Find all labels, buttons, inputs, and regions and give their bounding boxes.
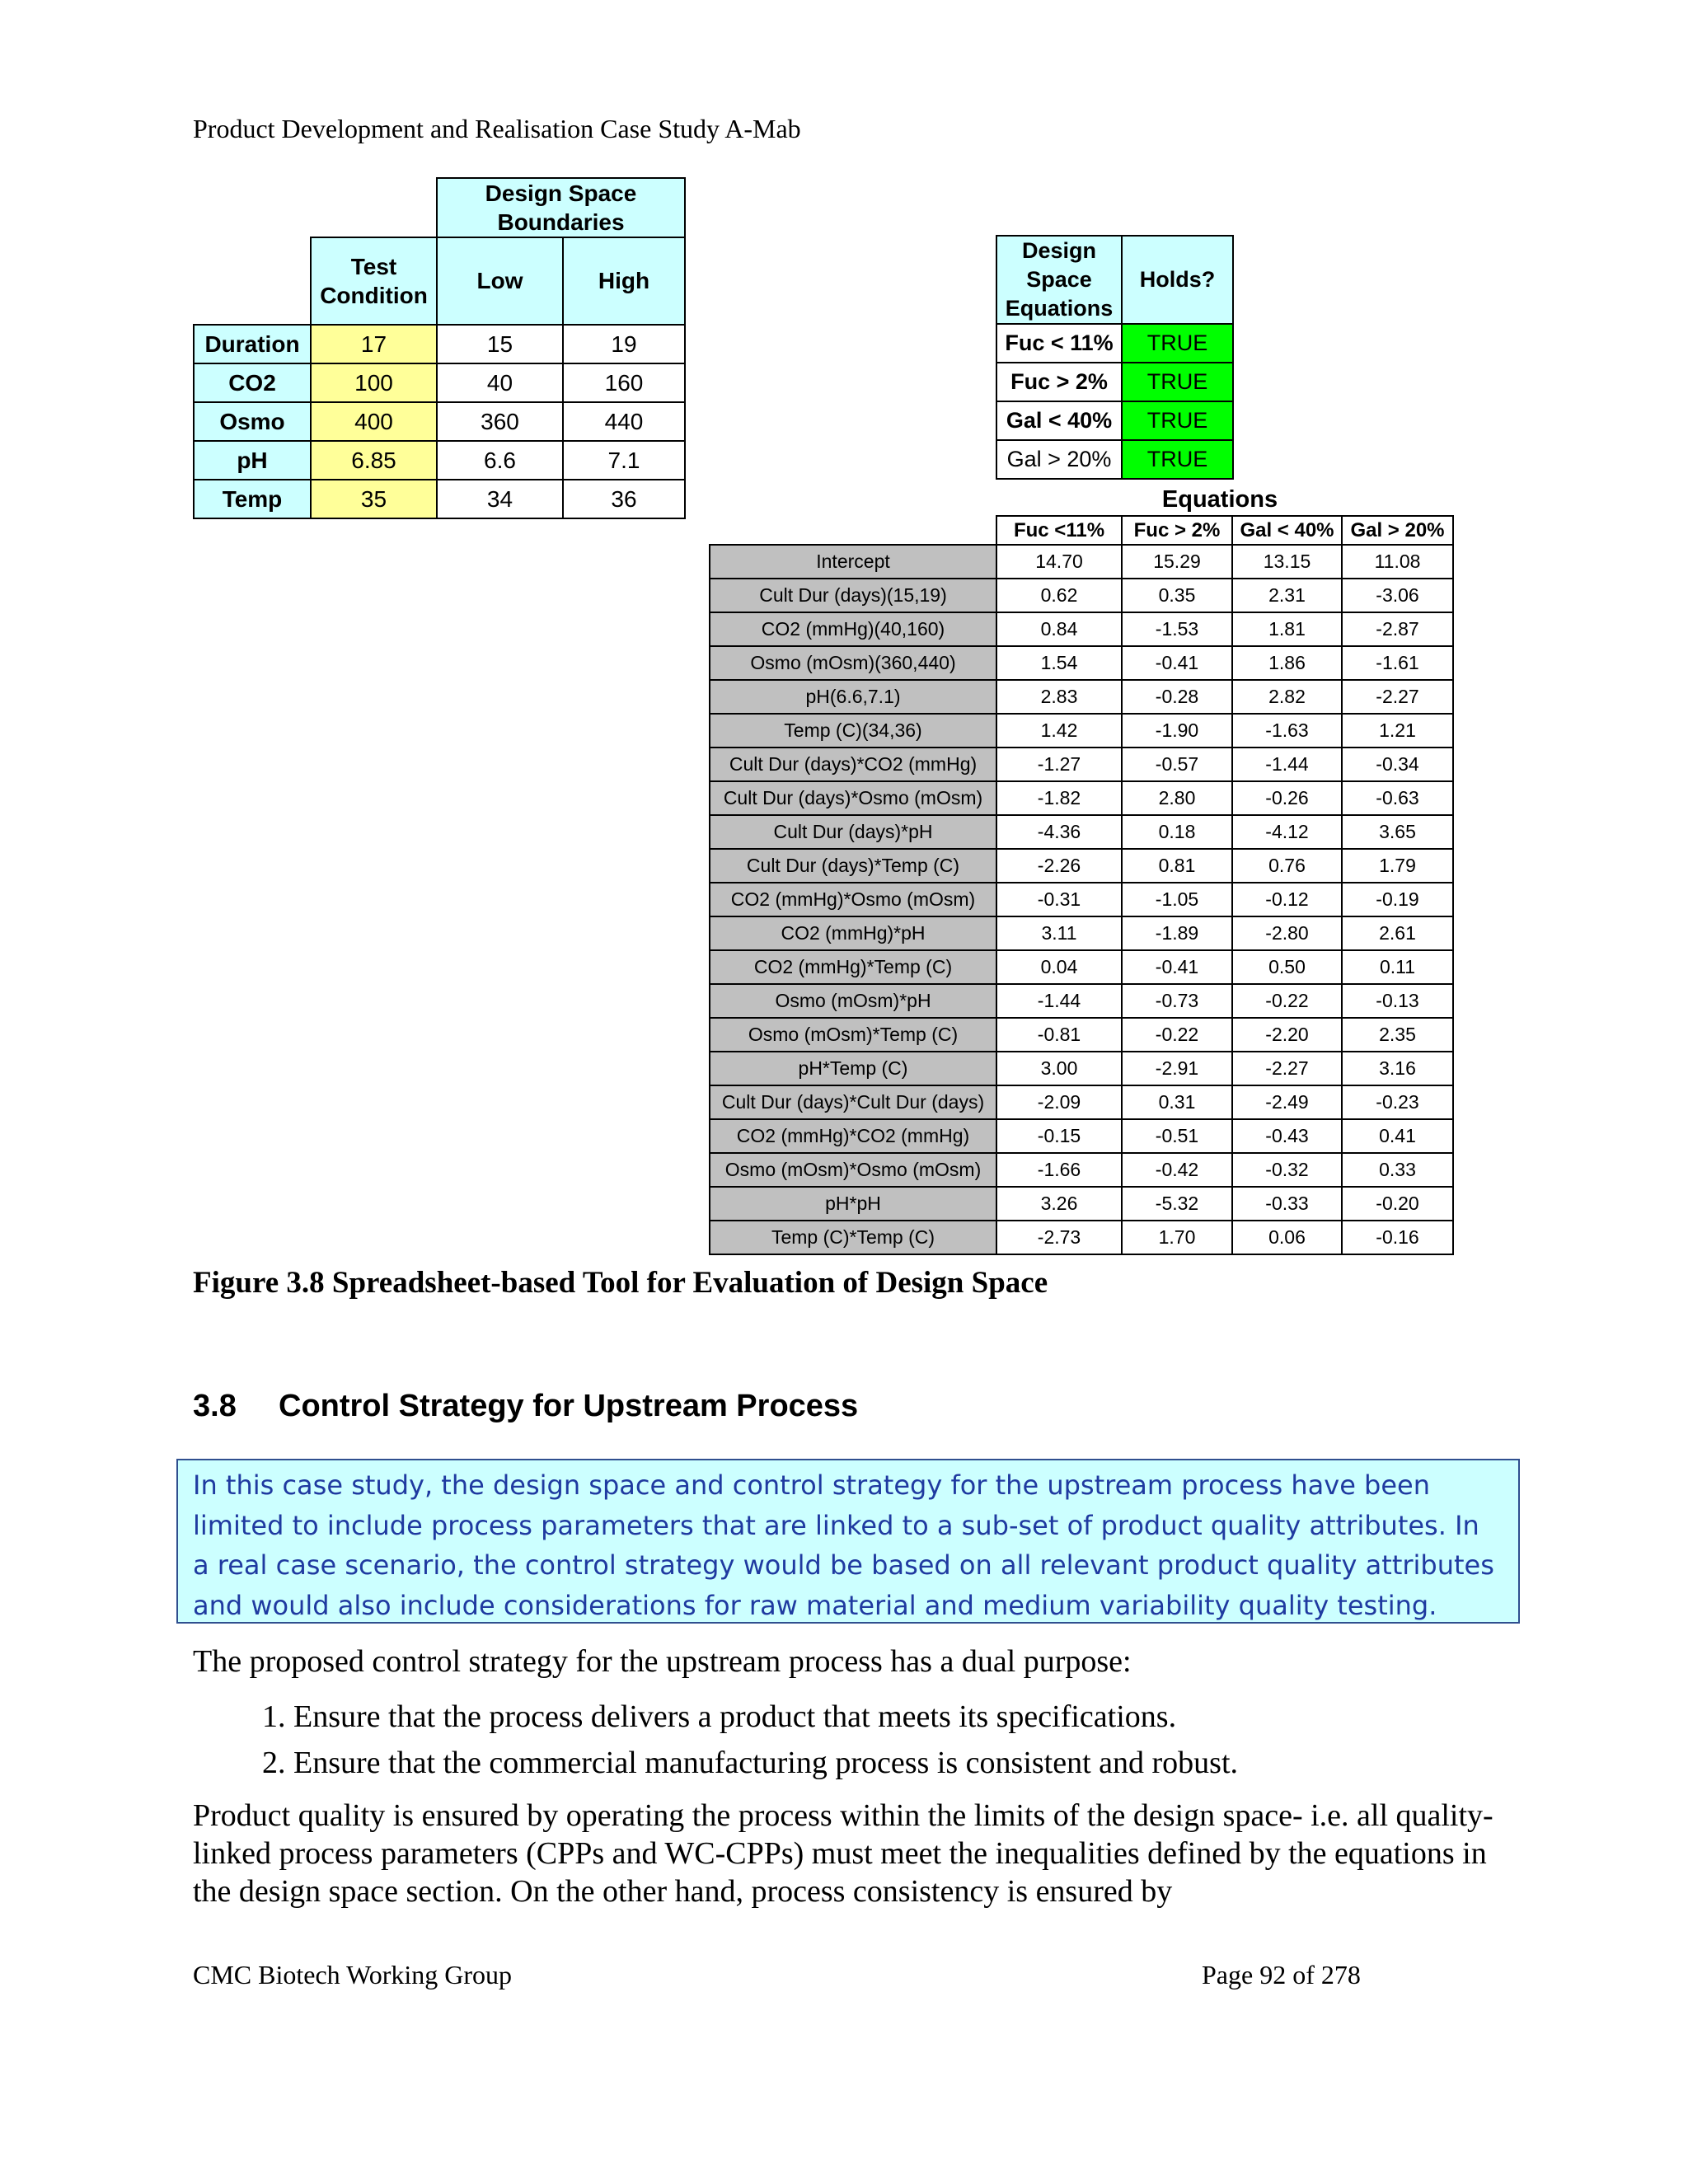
table-row [710, 1052, 1453, 1085]
coefficient-value: -2.26 [996, 849, 1122, 883]
coefficient-value: 0.76 [1232, 849, 1342, 883]
test-condition-value: 400 [311, 402, 437, 441]
coefficient-value: 13.15 [1232, 545, 1342, 579]
section-title: Control Strategy for Upstream Process [279, 1389, 859, 1423]
test-condition-value: 100 [311, 363, 437, 402]
test-condition-header: Test Condition [311, 237, 437, 325]
parameter-name: Duration [194, 325, 311, 363]
table-row [194, 363, 685, 402]
coefficient-value: -2.27 [1342, 680, 1453, 714]
coefficient-value: 0.18 [1122, 815, 1232, 849]
table-row [710, 545, 1453, 579]
design-space-holds-table [996, 235, 1234, 480]
coefficient-value: -0.57 [1122, 748, 1232, 781]
coefficient-value: 1.54 [996, 646, 1122, 680]
coefficient-value: -0.22 [1122, 1018, 1232, 1052]
table-row [194, 325, 685, 363]
coefficient-value: -0.43 [1232, 1119, 1342, 1153]
coefficient-value: 0.31 [1122, 1085, 1232, 1119]
table-row [710, 781, 1453, 815]
low-value: 15 [437, 325, 563, 363]
note-line: limited to include process parameters that are linked to a sub-set of product quality attributes. In [193, 1509, 1479, 1541]
coef-column-header: Gal > 20% [1342, 516, 1453, 545]
coefficient-value: -3.06 [1342, 579, 1453, 612]
coefficient-value: 0.62 [996, 579, 1122, 612]
note-line: In this case study, the design space and control strategy for the upstream process have been [193, 1469, 1431, 1501]
coefficient-value: -1.63 [1232, 714, 1342, 748]
term-name: Cult Dur (days)*pH [710, 815, 996, 849]
note-line: and would also include considerations for raw material and medium variability quality testing. [193, 1589, 1437, 1621]
coefficient-value: -2.87 [1342, 612, 1453, 646]
table-row [710, 1119, 1453, 1153]
equation-name: Fuc > 2% [996, 363, 1122, 401]
coefficient-value: -0.42 [1122, 1153, 1232, 1187]
table-row [710, 612, 1453, 646]
term-name: Cult Dur (days)*CO2 (mmHg) [710, 748, 996, 781]
high-value: 7.1 [563, 441, 685, 480]
term-name: Osmo (mOsm)*pH [710, 984, 996, 1018]
purpose-list [262, 1694, 1238, 1786]
term-name: Temp (C)*Temp (C) [710, 1221, 996, 1254]
intro-paragraph: The proposed control strategy for the upstream process has a dual purpose: [193, 1644, 1132, 1679]
high-value: 36 [563, 480, 685, 518]
coefficient-value: -0.63 [1342, 781, 1453, 815]
coefficient-value: 3.00 [996, 1052, 1122, 1085]
holds-status: TRUE [1122, 401, 1233, 440]
test-condition-value: 35 [311, 480, 437, 518]
coefficient-value: 2.31 [1232, 579, 1342, 612]
high-value: 440 [563, 402, 685, 441]
parameter-name: Osmo [194, 402, 311, 441]
coefficient-value: -2.73 [996, 1221, 1122, 1254]
term-name: Cult Dur (days)*Cult Dur (days) [710, 1085, 996, 1119]
coefficient-value: -0.32 [1232, 1153, 1342, 1187]
coefficient-value: -1.27 [996, 748, 1122, 781]
coefficient-value: -2.80 [1232, 916, 1342, 950]
test-condition-table [193, 177, 686, 519]
table-row [996, 363, 1233, 401]
low-header: Low [437, 237, 563, 325]
table-row [194, 441, 685, 480]
coefficient-value: 1.79 [1342, 849, 1453, 883]
table-row [996, 401, 1233, 440]
table-row [710, 916, 1453, 950]
table-row [710, 680, 1453, 714]
coefficient-value: -0.51 [1122, 1119, 1232, 1153]
test-condition-value: 17 [311, 325, 437, 363]
table-row [194, 402, 685, 441]
coefficient-value: -0.31 [996, 883, 1122, 916]
term-name: pH(6.6,7.1) [710, 680, 996, 714]
coefficient-value: 2.80 [1122, 781, 1232, 815]
coefficient-value: 3.65 [1342, 815, 1453, 849]
design-space-boundaries-header: Design Space Boundaries [437, 178, 685, 237]
term-name: CO2 (mmHg)*Osmo (mOsm) [710, 883, 996, 916]
term-name: Cult Dur (days)*Temp (C) [710, 849, 996, 883]
table-row [996, 440, 1233, 479]
table-row [710, 1153, 1453, 1187]
table-row [710, 984, 1453, 1018]
coefficient-value: 1.81 [1232, 612, 1342, 646]
low-value: 34 [437, 480, 563, 518]
coefficient-value: 2.82 [1232, 680, 1342, 714]
table-row [710, 1085, 1453, 1119]
low-value: 360 [437, 402, 563, 441]
holds-header: Holds? [1122, 236, 1233, 324]
term-name: Temp (C)(34,36) [710, 714, 996, 748]
coefficient-value: -4.36 [996, 815, 1122, 849]
running-header: Product Development and Realisation Case Study A-Mab [193, 114, 801, 143]
holds-status: TRUE [1122, 324, 1233, 363]
parameter-name: CO2 [194, 363, 311, 402]
coefficient-value: -1.44 [996, 984, 1122, 1018]
body-paragraph: Product quality is ensured by operating the process within the limits of the design space- i.e. all quality-linked process parameters (CPPs and WC-CPPs) must meet the inequalities defined by the equations in the design space section. On the other hand, process consistency is ensured by [193, 1798, 1493, 1909]
table-row [710, 646, 1453, 680]
high-value: 19 [563, 325, 685, 363]
coefficient-value: 0.81 [1122, 849, 1232, 883]
list-item: 1. Ensure that the process delivers a product that meets its specifications. [262, 1699, 1177, 1734]
table-row [710, 1018, 1453, 1052]
table-row [710, 579, 1453, 612]
table-row [710, 849, 1453, 883]
coefficient-value: -1.44 [1232, 748, 1342, 781]
coefficient-value: -0.28 [1122, 680, 1232, 714]
term-name: pH*pH [710, 1187, 996, 1221]
coefficient-value: -1.53 [1122, 612, 1232, 646]
low-value: 6.6 [437, 441, 563, 480]
coefficient-value: -2.49 [1232, 1085, 1342, 1119]
coefficient-value: 0.04 [996, 950, 1122, 984]
term-name: Cult Dur (days)(15,19) [710, 579, 996, 612]
coefficient-value: 15.29 [1122, 545, 1232, 579]
coefficient-value: 0.41 [1342, 1119, 1453, 1153]
table-row [710, 1187, 1453, 1221]
section-heading [193, 1389, 858, 1424]
coefficient-value: -0.33 [1232, 1187, 1342, 1221]
parameter-name: Temp [194, 480, 311, 518]
coefficient-value: 0.84 [996, 612, 1122, 646]
term-name: pH*Temp (C) [710, 1052, 996, 1085]
equations-title: Equations [1161, 486, 1278, 513]
equation-coefficients-table [709, 515, 1454, 1255]
coefficient-value: -0.19 [1342, 883, 1453, 916]
coefficient-value: 3.11 [996, 916, 1122, 950]
coefficient-value: -0.23 [1342, 1085, 1453, 1119]
table-row [710, 950, 1453, 984]
term-name: Intercept [710, 545, 996, 579]
coefficient-value: -0.16 [1342, 1221, 1453, 1254]
coef-column-header: Fuc <11% [996, 516, 1122, 545]
coefficient-value: 1.42 [996, 714, 1122, 748]
equation-name: Gal < 40% [996, 401, 1122, 440]
coefficient-value: -0.41 [1122, 646, 1232, 680]
equation-name: Fuc < 11% [996, 324, 1122, 363]
term-name: Cult Dur (days)*Osmo (mOsm) [710, 781, 996, 815]
section-number: 3.8 [193, 1389, 237, 1423]
table-row [710, 815, 1453, 849]
coefficient-value: -4.12 [1232, 815, 1342, 849]
term-name: CO2 (mmHg)*Temp (C) [710, 950, 996, 984]
coefficient-value: 1.70 [1122, 1221, 1232, 1254]
coefficient-value: -2.91 [1122, 1052, 1232, 1085]
coefficient-value: 0.06 [1232, 1221, 1342, 1254]
holds-status: TRUE [1122, 440, 1233, 479]
list-item: 2. Ensure that the commercial manufacturing process is consistent and robust. [262, 1746, 1239, 1780]
coefficient-value: 3.26 [996, 1187, 1122, 1221]
term-name: Osmo (mOsm)*Osmo (mOsm) [710, 1153, 996, 1187]
footer-group: CMC Biotech Working Group [193, 1960, 513, 1990]
footer-page-number: Page 92 of 278 [1202, 1960, 1361, 1990]
coefficient-value: 0.33 [1342, 1153, 1453, 1187]
high-header: High [563, 237, 685, 325]
coefficient-value: -1.61 [1342, 646, 1453, 680]
coefficient-value: -1.82 [996, 781, 1122, 815]
coef-column-header: Fuc > 2% [1122, 516, 1232, 545]
term-name: CO2 (mmHg)*pH [710, 916, 996, 950]
table-row [710, 1221, 1453, 1254]
high-value: 160 [563, 363, 685, 402]
design-space-equations-header: Design Space Equations [996, 236, 1122, 324]
term-name: CO2 (mmHg)*CO2 (mmHg) [710, 1119, 996, 1153]
figure-caption: Figure 3.8 Spreadsheet-based Tool for Evaluation of Design Space [193, 1266, 1048, 1300]
coefficient-value: 1.86 [1232, 646, 1342, 680]
table-row [194, 480, 685, 518]
coefficient-value: -2.27 [1232, 1052, 1342, 1085]
holds-status: TRUE [1122, 363, 1233, 401]
coefficient-value: 0.11 [1342, 950, 1453, 984]
low-value: 40 [437, 363, 563, 402]
term-name: Osmo (mOsm)(360,440) [710, 646, 996, 680]
coefficient-value: -2.09 [996, 1085, 1122, 1119]
table-row [710, 714, 1453, 748]
term-name: Osmo (mOsm)*Temp (C) [710, 1018, 996, 1052]
coefficient-value: -0.81 [996, 1018, 1122, 1052]
coefficient-value: 0.35 [1122, 579, 1232, 612]
coefficient-value: -1.66 [996, 1153, 1122, 1187]
coefficient-value: -1.89 [1122, 916, 1232, 950]
table-row [996, 324, 1233, 363]
coefficient-value: -1.05 [1122, 883, 1232, 916]
note-line: a real case scenario, the control strategy would be based on all relevant product quality attributes [193, 1549, 1494, 1581]
coefficient-value: -0.22 [1232, 984, 1342, 1018]
table-row [710, 748, 1453, 781]
coefficient-value: 3.16 [1342, 1052, 1453, 1085]
coefficient-value: -0.73 [1122, 984, 1232, 1018]
coefficient-value: -0.13 [1342, 984, 1453, 1018]
term-name: CO2 (mmHg)(40,160) [710, 612, 996, 646]
coef-column-header: Gal < 40% [1232, 516, 1342, 545]
coefficient-value: -1.90 [1122, 714, 1232, 748]
parameter-name: pH [194, 441, 311, 480]
coefficient-value: 11.08 [1342, 545, 1453, 579]
table-row [710, 883, 1453, 916]
coefficient-value: 1.21 [1342, 714, 1453, 748]
coefficient-value: -0.20 [1342, 1187, 1453, 1221]
test-condition-value: 6.85 [311, 441, 437, 480]
coefficient-value: -5.32 [1122, 1187, 1232, 1221]
coefficient-value: -0.15 [996, 1119, 1122, 1153]
coefficient-value: -2.20 [1232, 1018, 1342, 1052]
coefficient-value: -0.12 [1232, 883, 1342, 916]
coefficient-value: -0.26 [1232, 781, 1342, 815]
coefficient-value: 14.70 [996, 545, 1122, 579]
coefficient-value: -0.41 [1122, 950, 1232, 984]
equation-name: Gal > 20% [996, 440, 1122, 479]
coefficient-value: 2.83 [996, 680, 1122, 714]
coefficient-value: 0.50 [1232, 950, 1342, 984]
coefficient-value: 2.35 [1342, 1018, 1453, 1052]
coefficient-value: 2.61 [1342, 916, 1453, 950]
coefficient-value: -0.34 [1342, 748, 1453, 781]
case-study-note-box [176, 1459, 1520, 1624]
